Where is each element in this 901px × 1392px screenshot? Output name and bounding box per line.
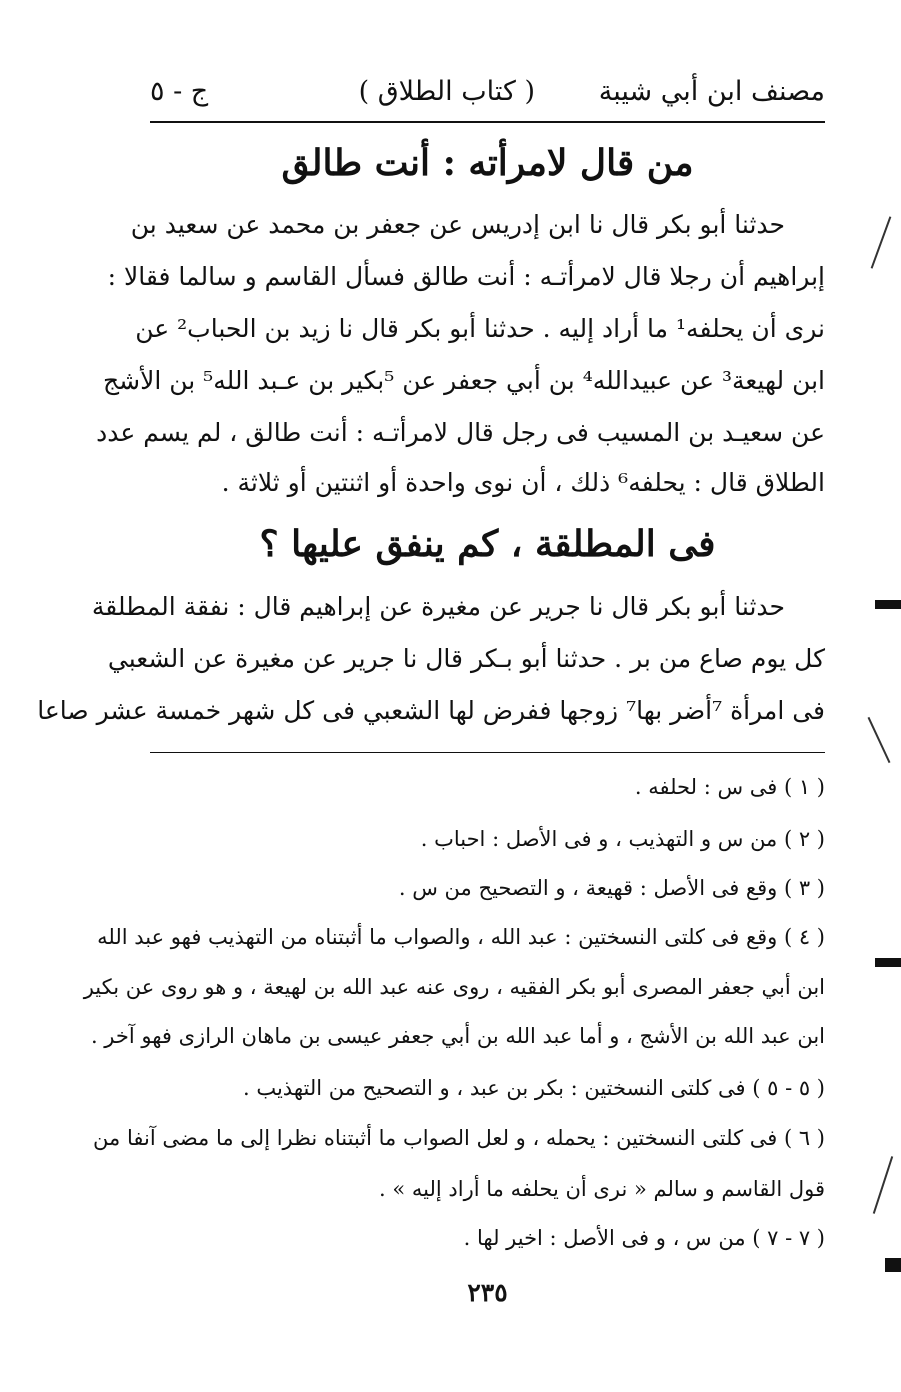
- book-title: مصنف ابن أبي شيبة: [598, 76, 825, 107]
- chapter-title-1: من قال لامرأته : أنت طالق: [281, 142, 694, 184]
- binding-mark: [875, 600, 901, 609]
- text-line: فى امرأة ⁷أضر بها⁷ زوجها ففرض لها الشعبي فى كل شهر خمسة عشر صاعا: [37, 696, 825, 725]
- text-line: الطلاق قال : يحلفه⁶ ذلك ، أن نوى واحدة أو اثنتين أو ثلاثة .: [221, 468, 825, 497]
- header-rule: [150, 121, 825, 123]
- footnote-line: ( ٥ - ٥ ) فى كلتى النسختين : بكر بن عبد ، و التصحيح من التهذيب .: [242, 1076, 825, 1100]
- binding-mark: [873, 1156, 893, 1214]
- binding-mark: [868, 717, 891, 763]
- volume-number: ج - ٥: [150, 76, 209, 107]
- footnote-line: ( ٧ - ٧ ) من س ، و فى الأصل : اخير لها .: [463, 1226, 825, 1250]
- footnote-line: قول القاسم و سالم « نرى أن يحلفه ما أراد إليه » .: [379, 1177, 825, 1201]
- binding-mark: [871, 216, 892, 268]
- running-header: [150, 68, 825, 118]
- chapter-title-2: فى المطلقة ، كم ينفق عليها ؟: [259, 523, 716, 565]
- footnote-line: ( ٦ ) فى كلتى النسختين : يحمله ، و لعل الصواب ما أثبتناه نظرا إلى ما مضى آنفا من: [93, 1126, 825, 1150]
- page-number: ٢٣٥: [467, 1278, 508, 1307]
- footnote-rule: [150, 752, 825, 753]
- text-line: حدثنا أبو بكر قال نا ابن إدريس عن جعفر بن محمد عن سعيد بن: [130, 210, 785, 239]
- footnote-line: ( ٣ ) وقع فى الأصل : قهيعة ، و التصحيح من س .: [398, 876, 825, 900]
- text-line: ابن لهيعة³ عن عبيدالله⁴ بن أبي جعفر عن ⁵بكير بن عـبد الله⁵ بن الأشج: [102, 366, 825, 395]
- text-line: نرى أن يحلفه¹ ما أراد إليه . حدثنا أبو بكر قال نا زيد بن الحباب² عن: [135, 314, 825, 343]
- footnote-line: ( ٢ ) من س و التهذيب ، و فى الأصل : احباب .: [420, 827, 825, 851]
- binding-mark: [885, 1258, 901, 1272]
- text-line: حدثنا أبو بكر قال نا جرير عن مغيرة عن إبراهيم قال : نفقة المطلقة: [91, 592, 785, 621]
- text-line: كل يوم صاع من بر . حدثنا أبو بـكر قال نا جرير عن مغيرة عن الشعبي: [107, 644, 825, 673]
- text-line: إبراهيم أن رجلا قال لامرأتـه : أنت طالق فسأل القاسم و سالما فقالا :: [107, 262, 825, 291]
- text-line: عن سعيـد بن المسيب فى رجل قال لامرأتـه : أنت طالق ، لم يسم عدد: [96, 418, 825, 447]
- footnote-line: ابن أبي جعفر المصرى أبو بكر الفقيه ، روى عنه عبد الله بن لهيعة ، و هو روى عن بكير: [83, 975, 825, 999]
- section-title: ( كتاب الطلاق ): [358, 76, 535, 107]
- binding-mark: [875, 958, 901, 967]
- footnote-line: ( ٤ ) وقع فى كلتى النسختين : عبد الله ، والصواب ما أثبتناه من التهذيب فهو عبد الله: [97, 925, 825, 949]
- footnote-line: ابن عبد الله بن الأشج ، و أما عبد الله بن أبي جعفر عيسى بن ماهان الرازى فهو آخر .: [90, 1024, 825, 1048]
- footnote-line: ( ١ ) فى س : لحلفه .: [634, 775, 825, 799]
